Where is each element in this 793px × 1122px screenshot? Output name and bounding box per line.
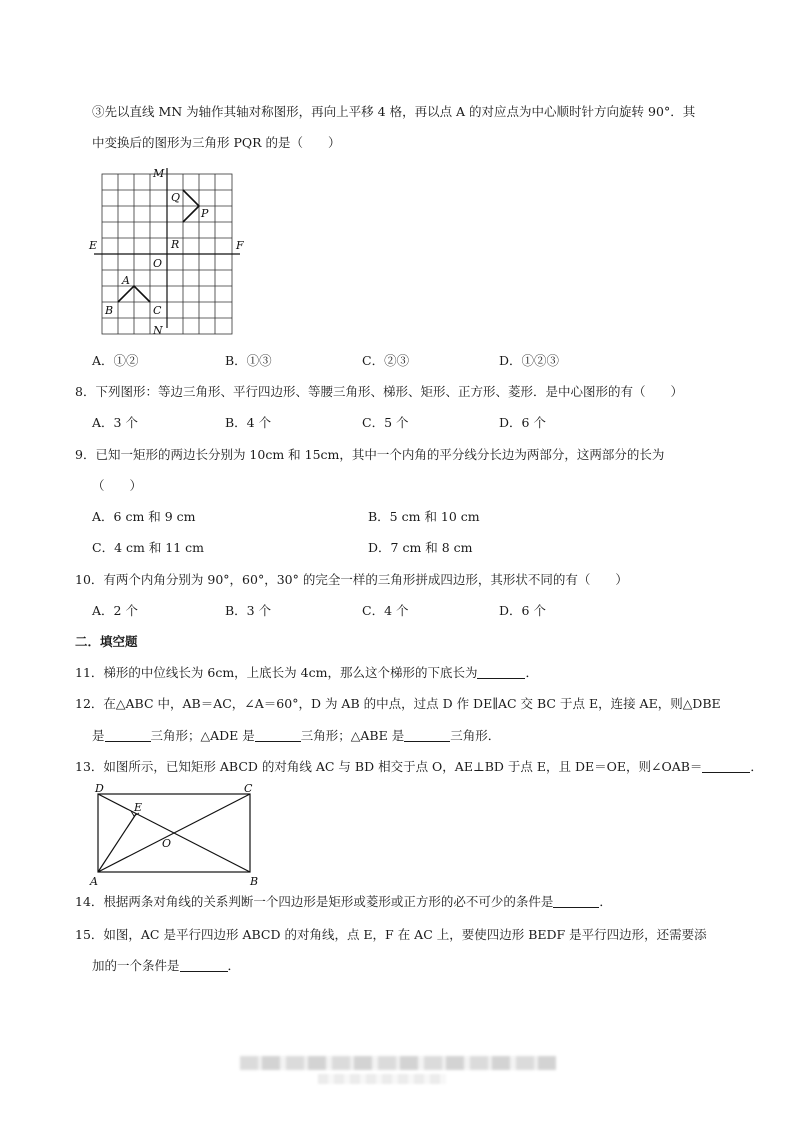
q9-option-b: B．5 cm 和 10 cm [368,509,480,524]
label-D: D [95,782,104,795]
q14-question [75,893,612,911]
q13-answer-blank[interactable] [702,759,750,773]
q7-grid-figure [86,162,252,338]
q12-text-c: 三角形；△ABE 是 [300,728,405,743]
q13-rectangle-figure [88,780,262,890]
label-B2: B [250,875,259,888]
label-P: P [201,207,209,220]
q12-text-a: 是 [92,728,105,743]
q11-answer-blank[interactable] [477,665,525,679]
q10-option-d: D．6 个 [499,603,546,618]
q15-answer-blank[interactable] [180,958,228,972]
q7-line-2: 中变换后的图形为三角形 PQR 的是（ ） [92,135,341,150]
label-M: M [153,167,165,180]
q11-period: ． [525,665,538,680]
q12-text-d: 三角形． [450,728,501,743]
q9-option-c: C．4 cm 和 11 cm [92,540,205,555]
label-E2: E [134,801,143,814]
q14-period: ． [599,894,612,909]
q7-option-c: C．②③ [362,353,410,368]
q7-line-1: ③先以直线 MN 为轴作其轴对称图形，再向上平移 4 格，再以点 A 的对应点为中心顺时针方向旋转 90°．其 [92,104,696,119]
q8-question: 8．下列图形：等边三角形、平行四边形、等腰三角形、梯形、矩形、正方形、菱形．是中心图形的有（ ） [75,384,683,399]
label-E: E [89,239,98,252]
q12-line-1: 12．在△ABC 中，AB＝AC，∠A＝60°，D 为 AB 的中点，过点 D 作 DE∥AC 交 BC 于点 E，连接 AE，则△DBE [75,696,721,711]
q10-question: 10．有两个内角分别为 90°，60°，30° 的完全一样的三角形拼成四边形，其形状不同的有（ ） [75,572,628,587]
q8-option-c: C．5 个 [362,415,409,430]
q9-option-a: A．6 cm 和 9 cm [92,509,196,524]
q12-line-2 [92,727,500,745]
q14-answer-blank[interactable] [553,894,599,908]
label-C2: C [244,782,253,795]
q13-question [75,758,763,776]
q8-option-d: D．6 个 [499,415,546,430]
q11-question [75,664,538,682]
q12-text-b: 三角形；△ADE 是 [150,728,255,743]
label-A2: A [90,875,98,888]
q8-option-a: A．3 个 [92,415,138,430]
q13-text: 13．如图所示，已知矩形 ABCD 的对角线 AC 与 BD 相交于点 O，AE⊥BD 于点 E，且 DE＝OE，则∠OAB＝ [75,759,703,774]
label-R: R [171,238,180,251]
label-A: A [122,274,130,287]
q10-option-a: A．2 个 [92,603,138,618]
q9-line-1: 9．已知一矩形的两边长分别为 10cm 和 15cm，其中一个内角的平分线分长边为两部分，这两部分的长为 [75,447,665,462]
footer-watermark-sub [318,1074,446,1084]
q7-option-b: B．①③ [225,353,272,368]
q7-option-d: D．①②③ [499,353,560,368]
footer-watermark [240,1056,556,1070]
q11-text: 11．梯形的中位线长为 6cm，上底长为 4cm，那么这个梯形的下底长为 [75,665,478,680]
q9-line-2: （ ） [92,478,143,493]
q9-option-d: D．7 cm 和 8 cm [368,540,473,555]
label-N: N [153,324,163,337]
q8-option-b: B．4 个 [225,415,272,430]
q15-period: ． [227,958,241,973]
label-O: O [153,257,163,270]
q12-blank-3[interactable] [404,728,450,742]
q15-line-2 [92,957,240,975]
q13-period: ． [750,759,763,774]
label-F: F [236,239,244,252]
q10-option-c: C．4 个 [362,603,409,618]
label-C: C [153,304,162,317]
section-title-fill-in: 二．填空题 [75,634,138,649]
q10-option-b: B．3 个 [225,603,272,618]
label-B: B [105,304,114,317]
q15-text: 加的一个条件是 [92,958,180,973]
q14-text: 14．根据两条对角线的关系判断一个四边形是矩形或菱形或正方形的必不可少的条件是 [75,894,554,909]
label-O2: O [162,837,172,850]
q15-line-1: 15．如图，AC 是平行四边形 ABCD 的对角线，点 E，F 在 AC 上，要使四边形 BEDF 是平行四边形，还需要添 [75,927,707,942]
q12-blank-1[interactable] [105,728,151,742]
q12-blank-2[interactable] [255,728,301,742]
label-Q: Q [171,191,181,204]
q7-option-a: A．①② [92,353,139,368]
